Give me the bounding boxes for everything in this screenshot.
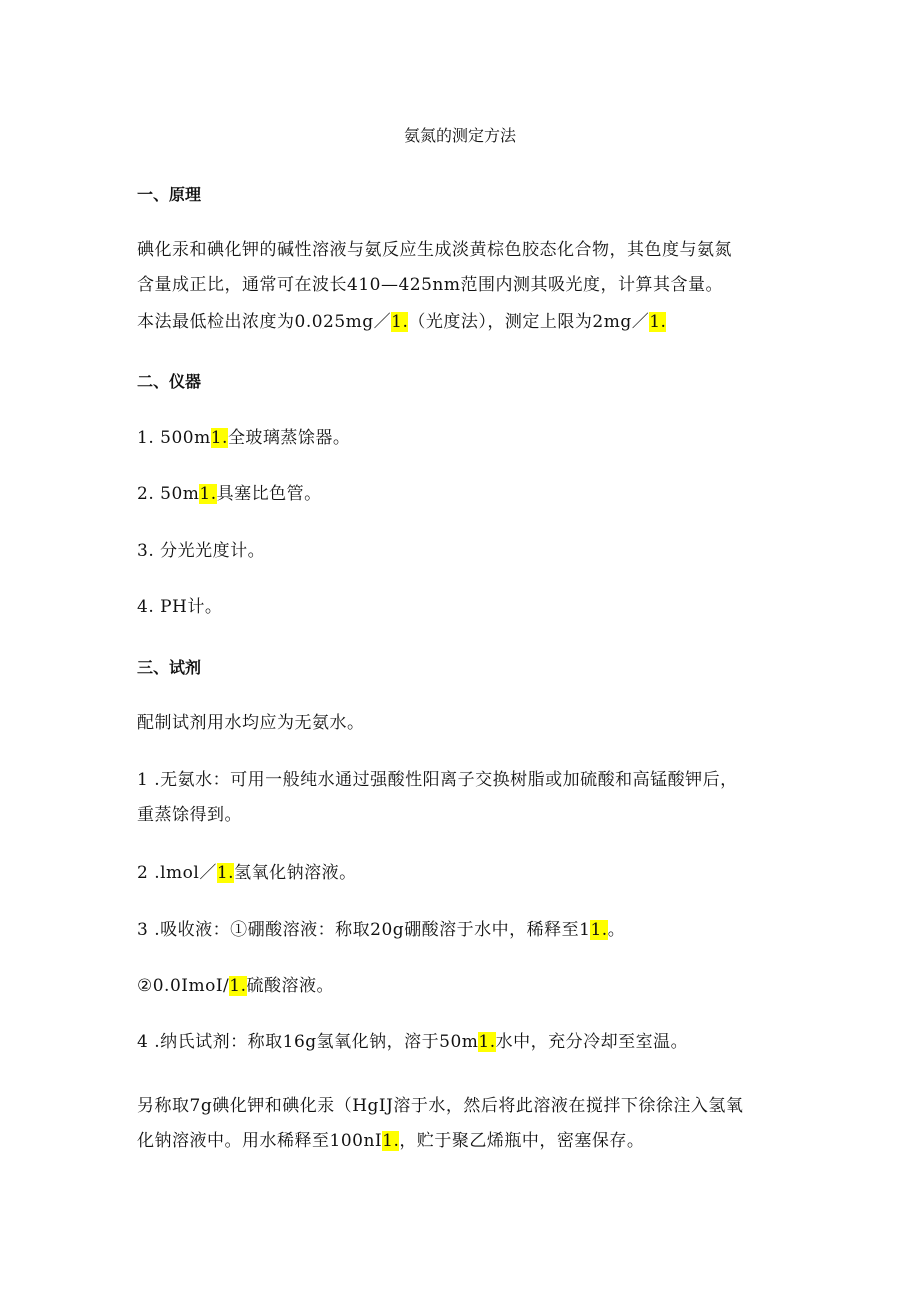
text-segment: 2 .lmol／: [137, 863, 217, 883]
page-title: 氨氮的测定方法: [403, 126, 516, 145]
instrument-item-3: 3. 分光光度计。: [137, 541, 266, 561]
text-segment: 水中，充分冷却至室温。: [495, 1032, 689, 1052]
nessler-prep-line-2: [137, 1128, 797, 1154]
reagent-4: [137, 1029, 797, 1055]
instrument-item-4: 4. PH计。: [137, 597, 223, 617]
text-segment: 氢氧化钠溶液。: [234, 863, 357, 883]
principle-line-1: 碘化汞和碘化钾的碱性溶液与氨反应生成淡黄棕色胶态化合物，其色度与氨氮: [137, 240, 732, 260]
highlighted-unit: 1.: [649, 312, 667, 332]
nessler-prep-line-1: 另称取7g碘化钾和碘化汞（HgIJ溶于水，然后将此溶液在搅拌下徐徐注入氢氧: [137, 1096, 744, 1116]
highlighted-unit: 1.: [590, 920, 608, 940]
text-segment: 。: [607, 920, 626, 940]
reagent-1-line-1: 1 .无氨水：可用一般纯水通过强酸性阳离子交换树脂或加硫酸和高锰酸钾后，: [137, 770, 738, 790]
text-segment: 硫酸溶液。: [246, 976, 335, 996]
text-segment: 1. 500m: [137, 428, 211, 448]
highlighted-unit: 1.: [216, 863, 235, 883]
highlighted-unit: 1.: [391, 312, 409, 332]
highlighted-unit: 1.: [210, 428, 228, 448]
text-segment: ②0.0ImoI/: [137, 976, 230, 996]
text-segment: ，贮于聚乙烯瓶中，密塞保存。: [399, 1131, 645, 1151]
principle-line-2: 含量成正比，通常可在波长410—425nm范围内测其吸光度，计算其含量。: [137, 275, 723, 295]
text-segment: 全玻璃蒸馀器。: [227, 428, 351, 448]
reagent-3-sulfuric: [137, 973, 797, 999]
instrument-item-2: [137, 481, 797, 507]
reagents-intro: 配制试剂用水均应为无氨水。: [137, 713, 365, 733]
highlighted-unit: 1.: [478, 1032, 496, 1052]
highlighted-unit: 1.: [382, 1131, 400, 1151]
text-segment: 3 .吸收液：①硼酸溶液：称取20g硼酸溶于水中，稀释至1: [137, 920, 591, 940]
text-segment: 2. 50m: [137, 484, 200, 504]
highlighted-unit: 1.: [199, 484, 217, 504]
section-heading-principle: 一、原理: [137, 185, 202, 204]
reagent-2: [137, 860, 797, 886]
principle-line-3: [137, 309, 797, 335]
section-heading-reagents: 三、试剂: [137, 658, 202, 677]
text-segment: 本法最低检出浓度为0.025mg／: [137, 312, 392, 332]
text-segment: 具塞比色管。: [216, 484, 322, 504]
reagent-1-line-2: 重蒸馀得到。: [137, 805, 242, 825]
instrument-item-1: [137, 425, 797, 451]
text-segment: 化钠溶液中。用水稀释至100nI: [137, 1131, 383, 1151]
text-segment: 4 .纳氏试剂：称取16g氢氧化钠，溶于50m: [137, 1032, 479, 1052]
reagent-3: [137, 917, 797, 943]
section-heading-instruments: 二、仪器: [137, 372, 202, 391]
text-segment: （光度法），测定上限为2mg／: [408, 312, 650, 332]
highlighted-unit: 1.: [229, 976, 247, 996]
